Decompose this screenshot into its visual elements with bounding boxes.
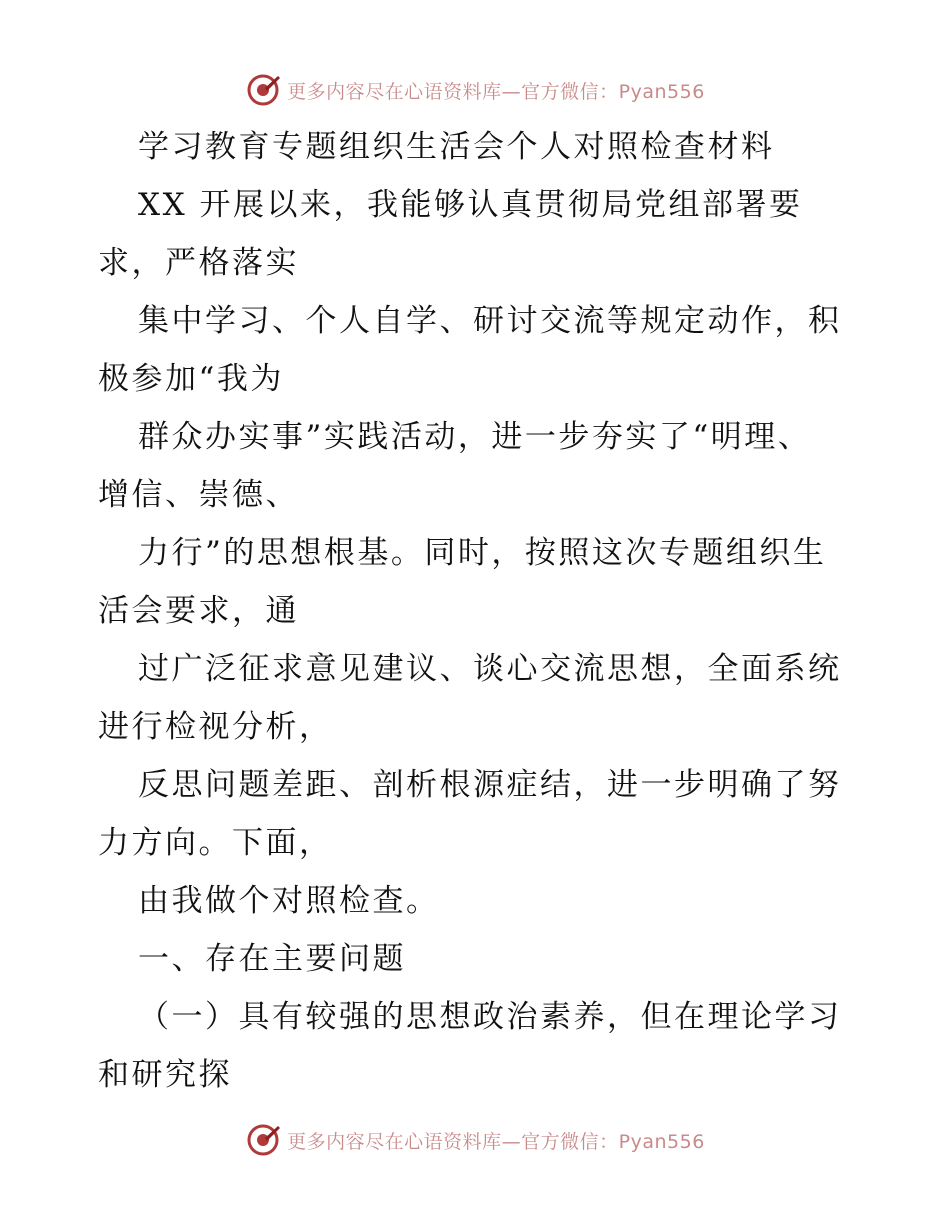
text-line: 群众办实事”实践活动，进一步夯实了“明理、 <box>138 419 812 455</box>
pen-logo-icon <box>245 1122 281 1158</box>
text-line: 力行”的思想根基。同时，按照这次专题组织生 <box>138 535 827 571</box>
text-line: 进行检视分析， <box>98 709 333 745</box>
text-line: 极参加“我为 <box>98 361 284 397</box>
subsection-heading: （一）具有较强的思想政治素养，但在理论学习 <box>138 999 842 1035</box>
text-line: 活会要求，通 <box>98 593 299 629</box>
text-line: 增信、崇德、 <box>98 477 299 513</box>
text-line: 集中学习、个人自学、研讨交流等规定动作，积 <box>138 303 842 339</box>
document-title: 学习教育专题组织生活会个人对照检查材料 <box>138 129 775 165</box>
pen-logo-icon <box>245 72 281 108</box>
text-line: 反思问题差距、剖析根源症结，进一步明确了努 <box>138 767 842 803</box>
watermark-footer <box>0 1120 950 1160</box>
text-line: 求，严格落实 <box>98 245 299 281</box>
text-line: 由我做个对照检查。 <box>138 883 440 919</box>
watermark-text: 更多内容尽在心语资料库—官方微信：Pyan556 <box>287 1130 705 1153</box>
text-line: 和研究探 <box>98 1057 232 1093</box>
section-heading: 一、存在主要问题 <box>138 941 406 977</box>
text-line: 过广泛征求意见建议、谈心交流思想，全面系统 <box>138 651 842 687</box>
watermark-header <box>0 70 950 110</box>
text-line: 力方向。下面， <box>98 825 333 861</box>
document-body <box>98 118 858 1104</box>
watermark-text: 更多内容尽在心语资料库—官方微信：Pyan556 <box>287 80 705 103</box>
text-line: XX 开展以来，我能够认真贯彻局党组部署要 <box>138 187 803 223</box>
